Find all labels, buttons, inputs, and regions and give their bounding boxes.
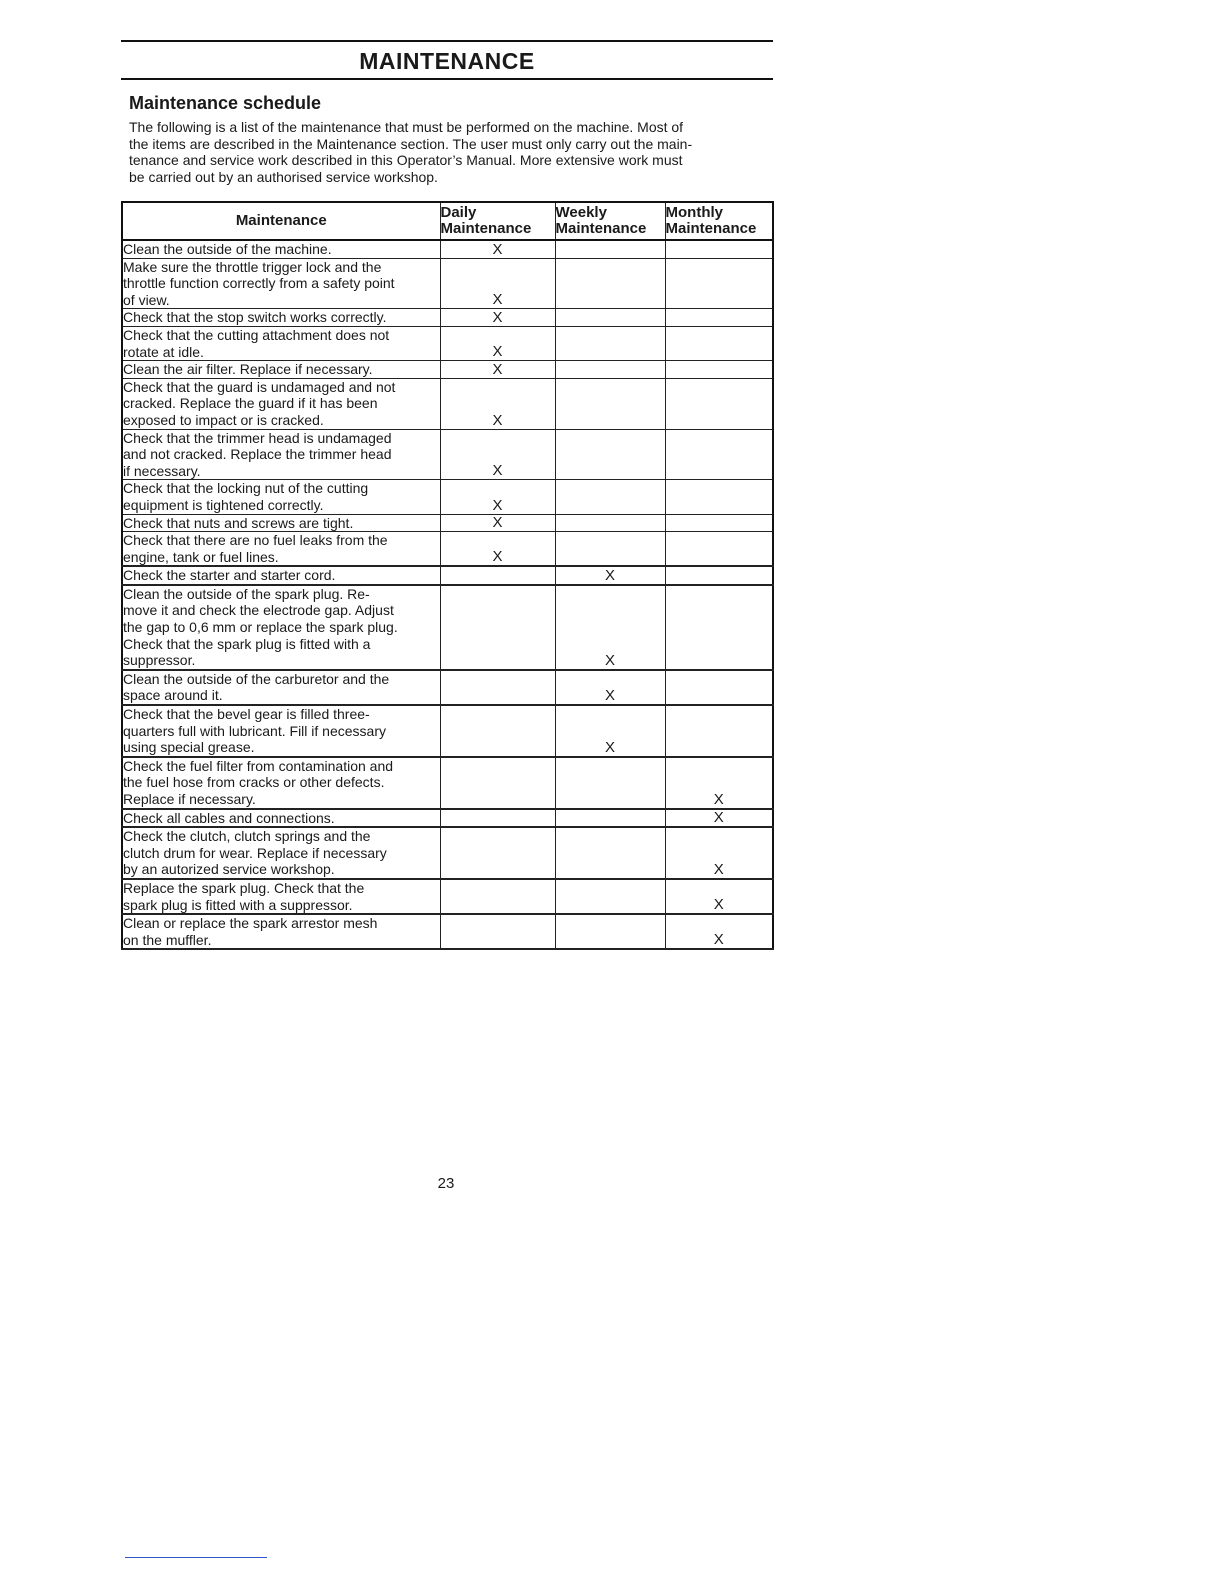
header-daily [440, 202, 555, 240]
task-line: Check that the spark plug is fitted with a [123, 635, 371, 652]
table-row [122, 240, 773, 258]
table-header-row [122, 202, 773, 240]
weekly-mark-cell [555, 309, 665, 327]
weekly-mark-cell: X [555, 585, 665, 670]
weekly-mark-cell [555, 326, 665, 360]
task-line: by an autorized service workshop. [123, 861, 335, 878]
task-cell [122, 585, 440, 670]
task-cell [122, 914, 440, 949]
daily-mark-cell: X [440, 240, 555, 258]
intro-line: the items are described in the Maintenance section. The user must only carry out the main- [129, 135, 693, 152]
daily-mark-cell [440, 809, 555, 828]
daily-mark-cell: X [440, 326, 555, 360]
task-line: Check that the locking nut of the cutting [123, 480, 369, 497]
daily-mark-cell [440, 879, 555, 914]
table-row [122, 879, 773, 914]
weekly-mark-cell [555, 378, 665, 429]
daily-mark-cell: X [440, 514, 555, 532]
task-line: Check that there are no fuel leaks from the [123, 532, 388, 549]
task-cell [122, 757, 440, 809]
task-line: clutch drum for wear. Replace if necessary [123, 844, 387, 861]
weekly-mark-cell: X [555, 566, 665, 585]
section-title: MAINTENANCE [359, 48, 535, 74]
header-daily-line: Daily [440, 204, 477, 221]
monthly-mark-cell [665, 429, 773, 480]
task-line: Clean the outside of the spark plug. Re- [123, 585, 370, 602]
header-monthly-line: Maintenance [665, 220, 757, 237]
task-line: the fuel hose from cracks or other defects. [123, 774, 385, 791]
task-line: Replace if necessary. [123, 791, 256, 807]
monthly-mark-cell: X [665, 757, 773, 809]
header-weekly-line: Weekly [555, 204, 607, 221]
weekly-mark-cell [555, 480, 665, 514]
task-cell [122, 378, 440, 429]
daily-mark-cell: X [440, 532, 555, 567]
task-line: Check the starter and starter cord. [123, 567, 336, 584]
task-line: Clean the outside of the machine. [123, 241, 332, 257]
weekly-mark-cell [555, 258, 665, 309]
task-cell [122, 670, 440, 705]
monthly-mark-cell [665, 514, 773, 532]
task-line: suppressor. [123, 652, 196, 669]
task-line: Check that the cutting attachment does not [123, 326, 390, 343]
monthly-mark-cell [665, 378, 773, 429]
task-line: on the muffler. [123, 931, 212, 948]
task-line: move it and check the electrode gap. Adjust [123, 602, 394, 619]
task-line: if necessary. [123, 462, 201, 479]
task-cell [122, 705, 440, 757]
table-row [122, 309, 773, 327]
weekly-mark-cell [555, 429, 665, 480]
task-line: Check that nuts and screws are tight. [123, 514, 354, 531]
header-monthly-line: Monthly [665, 204, 723, 221]
daily-mark-cell [440, 757, 555, 809]
task-line: cracked. Replace the guard if it has been [123, 395, 378, 412]
header-task: Maintenance [122, 202, 440, 240]
task-line: quarters full with lubricant. Fill if necessary [123, 722, 386, 739]
monthly-mark-cell: X [665, 914, 773, 949]
table-row [122, 809, 773, 828]
table-row [122, 258, 773, 309]
task-line: Clean or replace the spark arrestor mesh [123, 915, 378, 932]
task-line: Check that the stop switch works correctly. [123, 309, 387, 326]
task-line: Check the clutch, clutch springs and the [123, 828, 371, 845]
task-line: engine, tank or fuel lines. [123, 548, 279, 565]
footer-link-line [125, 1557, 267, 1558]
weekly-mark-cell: X [555, 670, 665, 705]
intro-line: The following is a list of the maintenance that must be performed on the machine. Most of [129, 119, 684, 135]
task-line: the gap to 0,6 mm or replace the spark plug. [123, 619, 398, 636]
task-line: Replace the spark plug. Check that the [123, 879, 365, 896]
task-cell [122, 532, 440, 567]
task-line: exposed to impact or is cracked. [123, 411, 324, 428]
weekly-mark-cell [555, 879, 665, 914]
task-line: Check all cables and connections. [123, 809, 335, 826]
daily-mark-cell [440, 705, 555, 757]
weekly-mark-cell [555, 361, 665, 379]
table-row [122, 378, 773, 429]
task-line: Check that the trimmer head is undamaged [123, 429, 392, 446]
task-cell [122, 827, 440, 879]
table-row [122, 532, 773, 567]
task-line: Check that the guard is undamaged and not [123, 378, 396, 395]
table-row [122, 827, 773, 879]
intro-paragraph [129, 119, 769, 185]
intro-line: tenance and service work described in this Operator’s Manual. More extensive work must [129, 152, 683, 169]
task-cell [122, 566, 440, 585]
table-row [122, 361, 773, 379]
task-line: equipment is tightened correctly. [123, 496, 324, 513]
task-line: throttle function correctly from a safety point [123, 275, 395, 292]
daily-mark-cell: X [440, 480, 555, 514]
monthly-mark-cell [665, 258, 773, 309]
table-row [122, 480, 773, 514]
monthly-mark-cell [665, 326, 773, 360]
weekly-mark-cell [555, 532, 665, 567]
header-rule-bottom [121, 78, 773, 80]
task-cell [122, 809, 440, 828]
task-line: Clean the air filter. Replace if necessary. [123, 361, 373, 378]
header-rule-top [121, 40, 773, 42]
daily-mark-cell [440, 914, 555, 949]
monthly-mark-cell [665, 585, 773, 670]
weekly-mark-cell: X [555, 705, 665, 757]
table-row [122, 429, 773, 480]
daily-mark-cell: X [440, 429, 555, 480]
table-body [122, 240, 773, 949]
header-monthly [665, 202, 773, 240]
weekly-mark-cell [555, 240, 665, 258]
task-line: spark plug is fitted with a suppressor. [123, 896, 353, 913]
maintenance-schedule-table [121, 201, 774, 950]
task-line: Clean the outside of the carburetor and the [123, 670, 390, 687]
monthly-mark-cell [665, 309, 773, 327]
schedule-heading: Maintenance schedule [129, 93, 322, 113]
intro-line: be carried out by an authorised service workshop. [129, 168, 438, 185]
table-row [122, 566, 773, 585]
task-cell [122, 429, 440, 480]
daily-mark-cell [440, 670, 555, 705]
task-cell [122, 361, 440, 379]
monthly-mark-cell [665, 240, 773, 258]
monthly-mark-cell [665, 532, 773, 567]
task-line: Make sure the throttle trigger lock and the [123, 258, 382, 275]
weekly-mark-cell [555, 757, 665, 809]
daily-mark-cell [440, 566, 555, 585]
header-weekly [555, 202, 665, 240]
daily-mark-cell [440, 827, 555, 879]
monthly-mark-cell [665, 705, 773, 757]
daily-mark-cell: X [440, 258, 555, 309]
task-cell [122, 879, 440, 914]
task-cell [122, 514, 440, 532]
table-row [122, 705, 773, 757]
monthly-mark-cell [665, 670, 773, 705]
task-line: space around it. [123, 687, 223, 704]
task-line: rotate at idle. [123, 343, 204, 360]
table-row [122, 914, 773, 949]
header-daily-line: Maintenance [440, 220, 532, 237]
table-row [122, 670, 773, 705]
daily-mark-cell: X [440, 309, 555, 327]
weekly-mark-cell [555, 809, 665, 828]
monthly-mark-cell: X [665, 879, 773, 914]
task-cell [122, 258, 440, 309]
monthly-mark-cell: X [665, 827, 773, 879]
page-number: 23 [437, 1175, 455, 1192]
weekly-mark-cell [555, 827, 665, 879]
table-row [122, 757, 773, 809]
table-row [122, 514, 773, 532]
task-line: and not cracked. Replace the trimmer head [123, 446, 392, 463]
weekly-mark-cell [555, 514, 665, 532]
task-line: Check the fuel filter from contamination and [123, 757, 394, 774]
task-cell [122, 240, 440, 258]
daily-mark-cell: X [440, 361, 555, 379]
header-weekly-line: Maintenance [555, 220, 647, 237]
weekly-mark-cell [555, 914, 665, 949]
monthly-mark-cell [665, 361, 773, 379]
task-cell [122, 480, 440, 514]
table-row [122, 585, 773, 670]
monthly-mark-cell: X [665, 809, 773, 828]
table-row [122, 326, 773, 360]
task-line: using special grease. [123, 739, 255, 756]
task-cell [122, 326, 440, 360]
task-line: Check that the bevel gear is filled three- [123, 706, 370, 723]
task-cell [122, 309, 440, 327]
daily-mark-cell: X [440, 378, 555, 429]
task-line: of view. [123, 291, 170, 308]
monthly-mark-cell [665, 480, 773, 514]
daily-mark-cell [440, 585, 555, 670]
monthly-mark-cell [665, 566, 773, 585]
